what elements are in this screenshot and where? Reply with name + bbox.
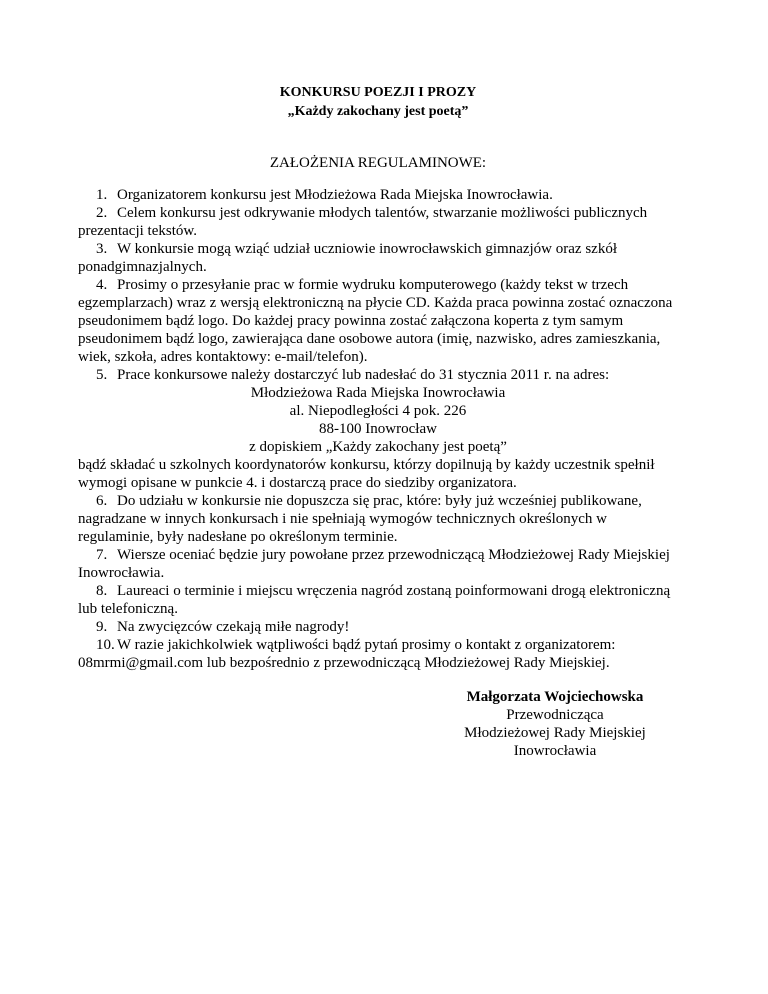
address-line-2: al. Niepodległości 4 pok. 226 [289,403,467,419]
signatory-org-line1: Młodzieżowej Rady Miejskiej [464,725,646,741]
mailing-address [78,384,678,456]
address-line-3: 88-100 Inowrocław [319,421,437,437]
rules-list [78,186,678,672]
rule-item-3 [78,240,678,276]
document-title-line1: KONKURSU POEZJI I PROZY [279,85,477,100]
rule-item-10 [78,636,678,672]
rule-item-4 [78,276,678,366]
signatory-role: Przewodnicząca [506,707,604,723]
rule-text: W konkursie mogą wziąć udział uczniowie inowrocławskich gimnazjów oraz szkół ponadgimnazjalnych. [78,241,617,275]
rule-item-2 [78,204,678,240]
rule-text: Wiersze oceniać będzie jury powołane przez przewodniczącą Młodzieżowej Rady Miejskiej Inowrocławia. [78,547,670,581]
rule-text: Celem konkursu jest odkrywanie młodych talentów, stwarzanie możliwości publicznych prezentacji tekstów. [78,205,648,239]
section-title: ZAŁOŻENIA REGULAMINOWE: [269,155,487,171]
rule-text: Prosimy o przesyłanie prac w formie wydruku komputerowego (każdy tekst w trzech egzemplarzach) wraz z wersją elektroniczną na płycie CD. Każda praca powinna zostać oznaczona pseudonimem bądź logo. Do każdej pracy powinna zostać załączona koperta z tym samym pseudonimem bądź logo, zawierająca dane osobowe autora (imię, nazwisko, adres zamieszkania, wiek, szkoła, adres kontaktowy: e-mail/telefon). [78,277,673,365]
rule-text: Laureaci o terminie i miejscu wręczenia nagród zostaną poinformowani drogą elektroniczną lub telefoniczną. [78,583,671,617]
rule-text: W razie jakichkolwiek wątpliwości bądź pytań prosimy o kontakt z organizatorem: 08mrmi@gmail.com lub bezpośrednio z przewodniczącą Młodzieżowej Rady Miejskiej. [78,637,616,671]
rule-item-8 [78,582,678,618]
document-title-line2: „Każdy zakochany jest poetą” [287,104,469,119]
rule-number: 9. [96,619,108,635]
address-note: z dopiskiem „Każdy zakochany jest poetą” [249,439,507,455]
rule-item-5 [78,366,678,384]
rule-number: 6. [96,493,108,509]
rule-item-1 [78,186,678,204]
rule-text: Na zwycięzców czekają miłe nagrody! [117,619,350,635]
rule-number: 3. [96,241,108,257]
rule-number: 8. [96,583,108,599]
rule-item-6 [78,492,678,546]
rule-number: 5. [96,367,108,383]
rule-number: 4. [96,277,108,293]
rule-number: 1. [96,187,108,203]
rule-text: Prace konkursowe należy dostarczyć lub nadesłać do 31 stycznia 2011 r. na adres: [117,367,610,383]
document-body [78,83,678,672]
rule-number: 2. [96,205,108,221]
rule-item-7 [78,546,678,582]
rule-number: 10. [96,637,115,653]
signatory-org-line2: Inowrocławia [513,743,597,759]
rule-text: Organizatorem konkursu jest Młodzieżowa Rada Miejska Inowrocławia. [117,187,553,203]
signatory-name: Małgorzata Wojciechowska [466,689,644,705]
rule-text: Do udziału w konkursie nie dopuszcza się prac, które: były już wcześniej publikowane, nagradzane w innych konkursach i nie spełniają wymogów technicznych określonych w regulaminie, były nadesłane po określonym terminie. [78,493,642,545]
address-line-1: Młodzieżowa Rada Miejska Inowrocławia [250,385,506,401]
rule-5-continuation: bądź składać u szkolnych koordynatorów konkursu, którzy dopilnują by każdy uczestnik spełnił wymogi opisane w punkcie 4. i dostarczą prace do siedziby organizatora. [78,457,655,491]
rule-number: 7. [96,547,108,563]
rule-item-9 [78,618,678,636]
signature-block [440,688,670,760]
